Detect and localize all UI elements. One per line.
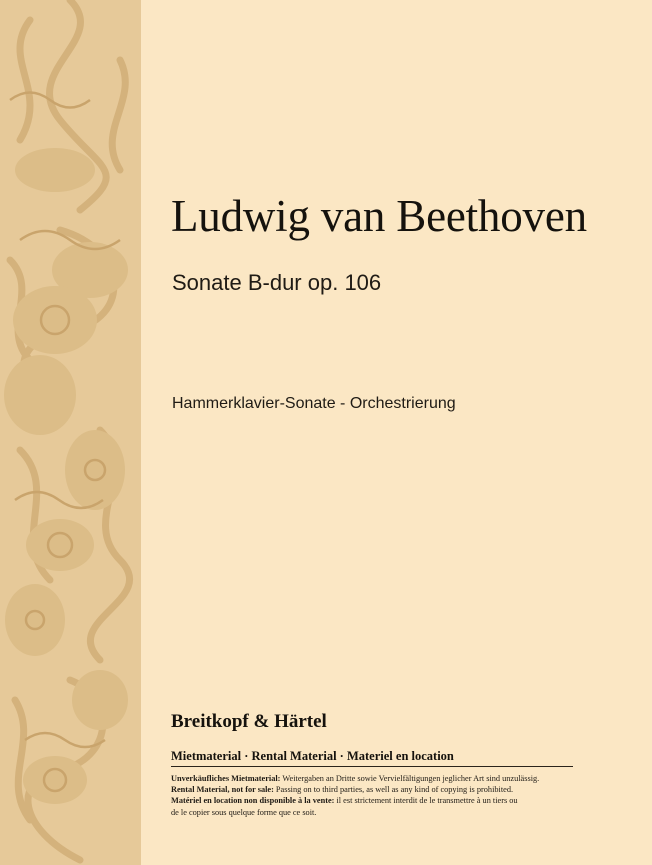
work-subtitle: Hammerklavier-Sonate - Orchestrierung bbox=[172, 395, 456, 412]
rental-notice bbox=[171, 773, 591, 818]
notice-line-de bbox=[171, 773, 591, 784]
notice-line-fr bbox=[171, 795, 591, 806]
divider-rule bbox=[171, 766, 573, 767]
composer-name: Ludwig van Beethoven bbox=[171, 191, 587, 241]
baroque-ornament-icon bbox=[0, 0, 141, 865]
publisher-name: Breitkopf & Härtel bbox=[171, 711, 327, 732]
cover-content bbox=[141, 0, 652, 865]
notice-lead-fr: Matériel en location non disponible à la vente: bbox=[171, 796, 335, 806]
notice-text-fr-cont: de le copier sous quelque forme que ce soit. bbox=[171, 807, 317, 817]
notice-text-en: Passing on to third parties, as well as any kind of copying is prohibited. bbox=[273, 785, 514, 795]
notice-text-fr: il est strictement interdit de le transmettre à un tiers ou bbox=[334, 796, 518, 806]
ornament-strip bbox=[0, 0, 141, 865]
notice-line-en bbox=[171, 784, 591, 795]
rental-heading: Mietmaterial · Rental Material · Materiel en location bbox=[171, 749, 454, 763]
notice-lead-de: Unverkäufliches Mietmaterial: bbox=[171, 774, 281, 783]
notice-lead-en: Rental Material, not for sale: bbox=[171, 785, 274, 795]
notice-text-de: Weitergaben an Dritte sowie Vervielfältigungen jeglicher Art sind unzulässig. bbox=[280, 774, 540, 783]
work-title: Sonate B-dur op. 106 bbox=[172, 270, 382, 295]
notice-line-fr-cont bbox=[171, 807, 591, 818]
